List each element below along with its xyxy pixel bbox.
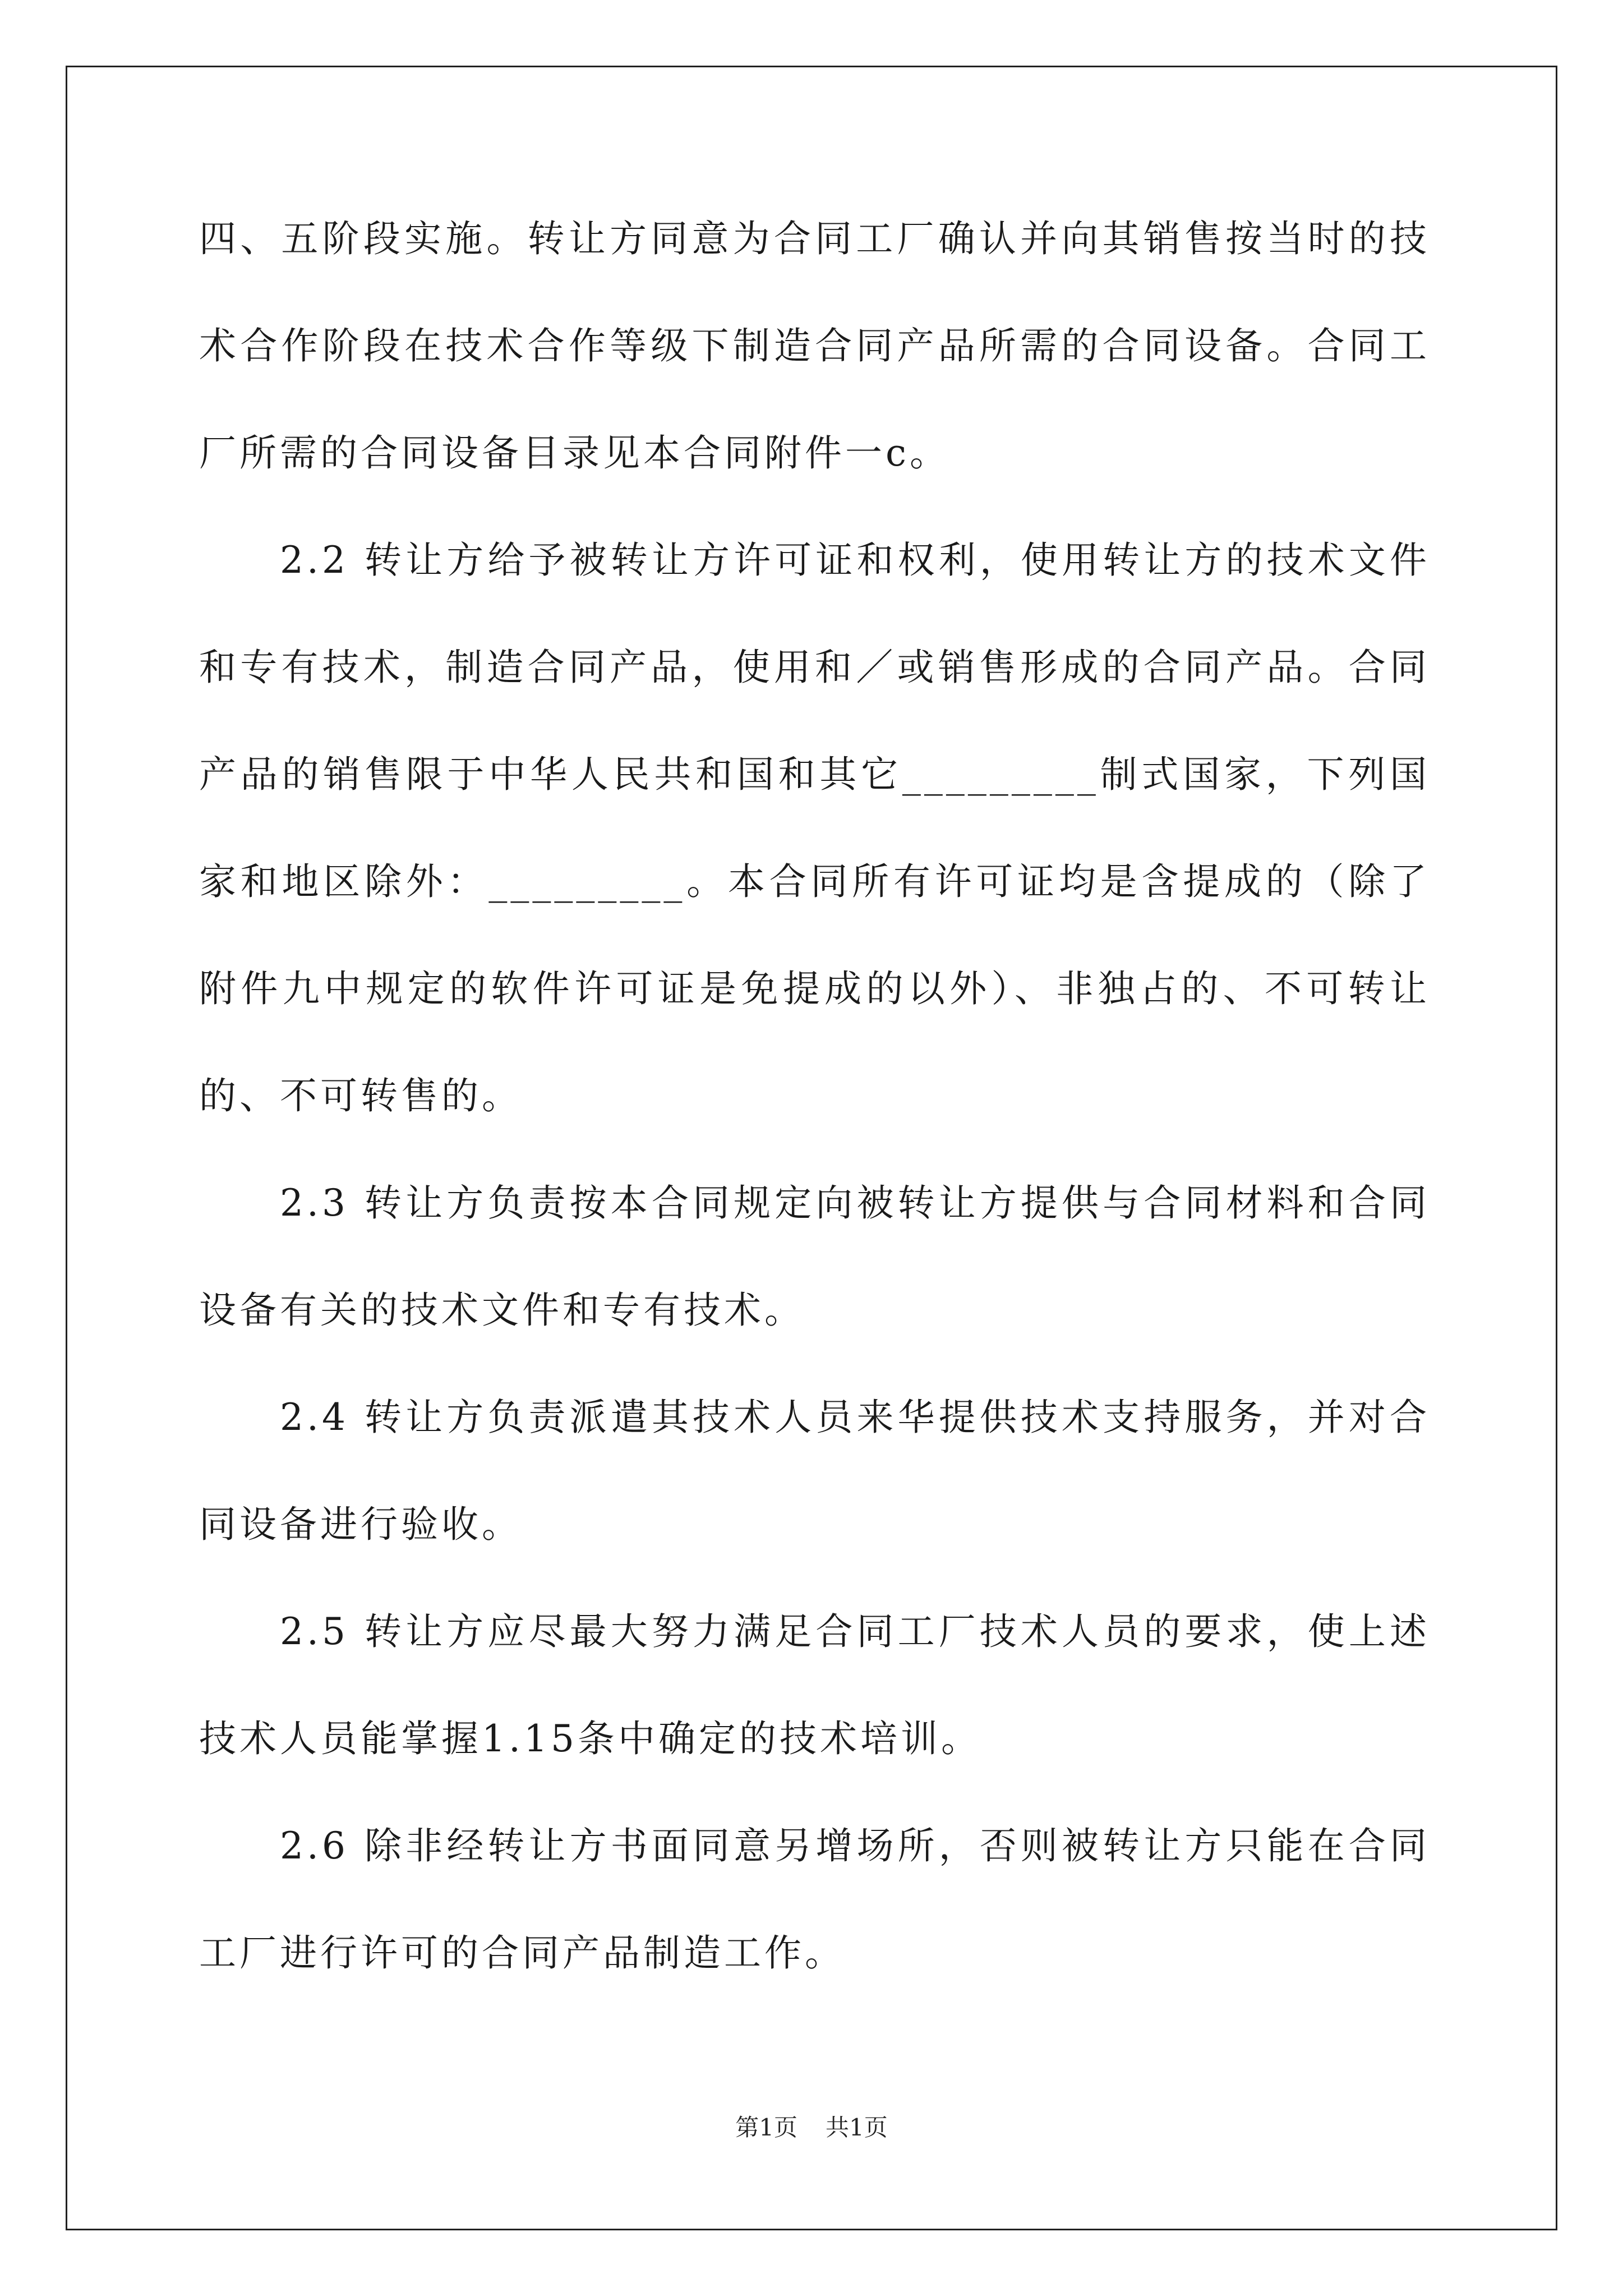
page-total: 共1页 bbox=[826, 2114, 888, 2141]
paragraph-2-6: 2.6 除非经转让方书面同意另增场所，否则被转让方只能在合同工厂进行许可的合同产品制造工作。 bbox=[199, 1824, 1430, 1975]
page-footer bbox=[0, 2109, 1623, 2143]
page-number: 第1页 bbox=[735, 2114, 797, 2141]
paragraph-2-5: 2.5 转让方应尽最大努力满足合同工厂技术人员的要求，使上述技术人员能掌握1.15条中确定的技术培训。 bbox=[199, 1610, 1430, 1760]
paragraph-2-4: 2.4 转让方负责派遣其技术人员来华提供技术支持服务，并对合同设备进行验收。 bbox=[199, 1396, 1430, 1546]
paragraph-2-3: 2.3 转让方负责按本合同规定向被转让方提供与合同材料和合同设备有关的技术文件和专有技术。 bbox=[199, 1181, 1430, 1332]
document-body bbox=[199, 185, 1430, 2007]
paragraph-2-2: 2.2 转让方给予被转让方许可证和权利，使用转让方的技术文件和专有技术，制造合同产品，使用和／或销售形成的合同产品。合同产品的销售限于中华人民共和国和其它_________制式国家，下列国家和地区除外：_________。本合同所有许可证均是含提成的（除了附件九中规定的软件许可证是免提成的以外）、非独占的、不可转让的、不可转售的。 bbox=[199, 539, 1430, 1117]
paragraph-continued: 四、五阶段实施。转让方同意为合同工厂确认并向其销售按当时的技术合作阶段在技术合作等级下制造合同产品所需的合同设备。合同工厂所需的合同设备目录见本合同附件一c。 bbox=[199, 217, 1430, 475]
